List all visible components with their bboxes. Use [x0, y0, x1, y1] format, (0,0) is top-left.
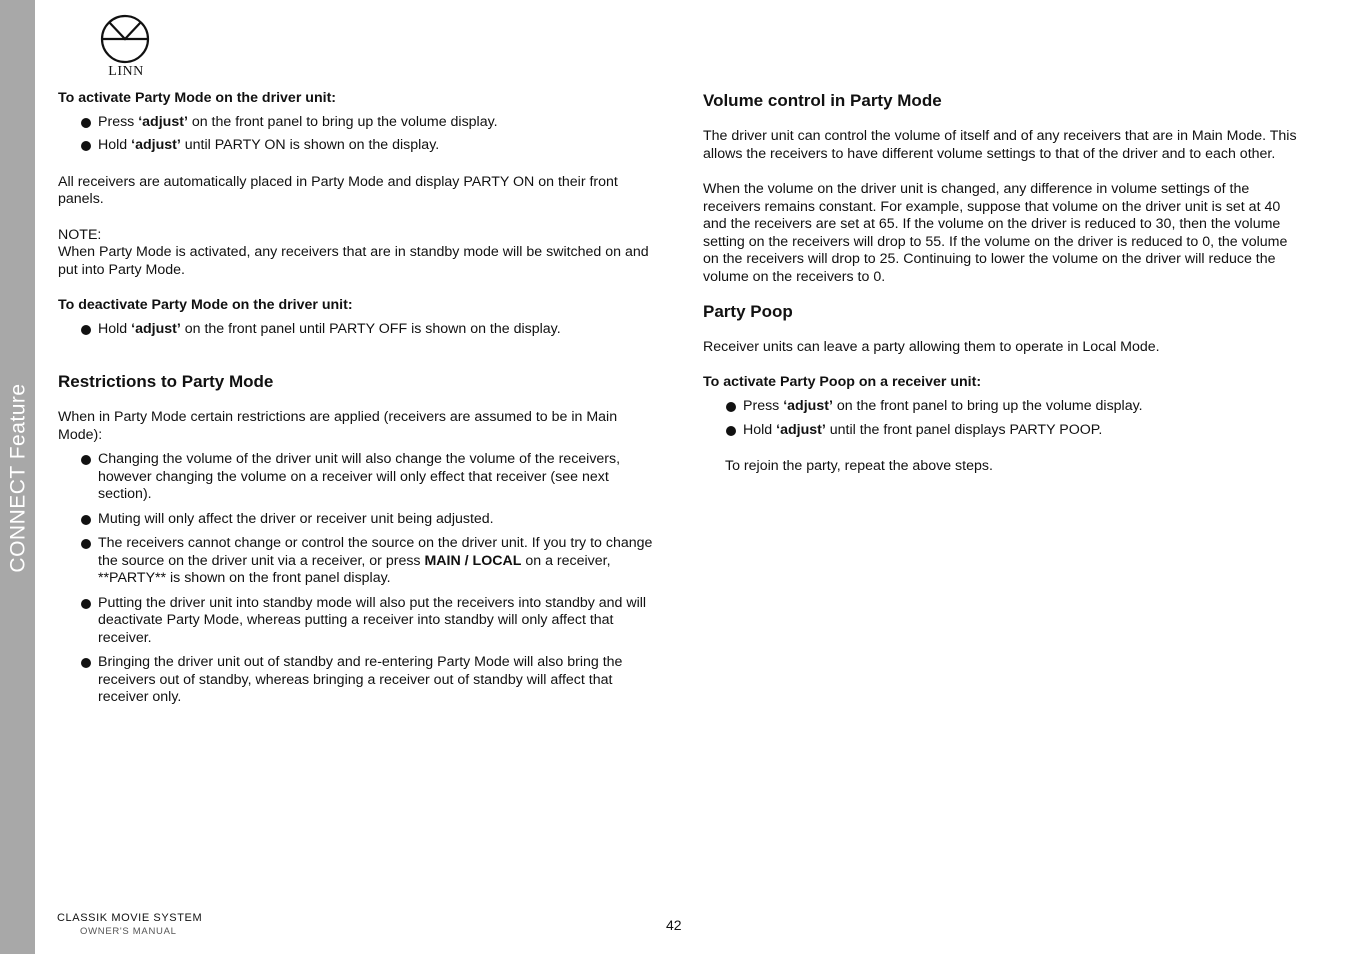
volume-paragraph-2: When the volume on the driver unit is changed, any difference in volume settings of the receivers remains constant. For example, suppose that volume on the driver unit is set at 40 and the receivers are set at 65. If the volume on the driver is reduced to 30, then the volume setting on the receivers will drop to 55. If the volume on the driver is reduced to 0, the volume on the receivers will drop to 25. Continuing to lower the volume on the driver will reduce the volume on the receivers to 0.	[703, 181, 1288, 285]
note-text: When Party Mode is activated, any receivers that are in standby mode will be switched on and put into Party Mode.	[58, 244, 649, 278]
list-item: Hold ‘adjust’ until PARTY ON is shown on the display.	[58, 137, 658, 155]
list-item: Hold ‘adjust’ on the front panel until PARTY OFF is shown on the display.	[58, 321, 658, 339]
list-item: Press ‘adjust’ on the front panel to bring up the volume display.	[58, 114, 658, 132]
side-tab	[0, 0, 35, 954]
right-column	[703, 90, 1297, 476]
list-item: The receivers cannot change or control the source on the driver unit. If you try to change the source on the driver unit via a receiver, or press MAIN / LOCAL on a receiver, **PARTY** is shown on the front panel display.	[58, 535, 658, 588]
deactivate-steps	[58, 321, 658, 339]
manual-label: OWNER'S MANUAL	[80, 926, 177, 937]
footer-brand	[57, 912, 202, 938]
volume-paragraph-1: The driver unit can control the volume of itself and of any receivers that are in Main Mode. This allows the receivers to have different volume settings to that of the driver and to each other.	[703, 128, 1297, 162]
list-item: Hold ‘adjust’ until the front panel displays PARTY POOP.	[703, 422, 1297, 440]
section-label: CONNECT Feature	[6, 383, 30, 573]
page-number: 42	[666, 917, 682, 933]
volume-control-heading: Volume control in Party Mode	[703, 91, 942, 110]
rejoin-paragraph: To rejoin the party, repeat the above steps.	[725, 458, 993, 474]
list-item: Changing the volume of the driver unit will also change the volume of the receivers, however changing the volume on a receiver will only effect that receiver (see next section).	[58, 451, 658, 504]
product-name: CLASSIK MOVIE SYSTEM	[57, 912, 203, 924]
list-item: Putting the driver unit into standby mode will also put the receivers into standby and will deactivate Party Mode, whereas putting a receiver into standby will only affect that receiver.	[58, 595, 658, 648]
activate-party-poop-title: To activate Party Poop on a receiver unit:	[703, 373, 982, 390]
party-poop-paragraph: Receiver units can leave a party allowing them to operate in Local Mode.	[703, 339, 1160, 355]
linn-logo-text: LINN	[108, 64, 144, 79]
activate-steps	[58, 114, 658, 155]
list-item: Bringing the driver unit out of standby and re-entering Party Mode will also bring the receivers out of standby, whereas bringing a receiver out of standby will affect that receiver only.	[58, 654, 658, 707]
receivers-paragraph: All receivers are automatically placed in Party Mode and display PARTY ON on their front panels.	[58, 173, 618, 207]
linn-logo-icon	[100, 14, 152, 66]
note-label: NOTE:	[58, 226, 102, 243]
linn-logo	[100, 14, 152, 82]
restrictions-list	[58, 451, 658, 707]
left-column	[58, 90, 658, 707]
restrictions-heading: Restrictions to Party Mode	[58, 372, 274, 391]
restrictions-intro: When in Party Mode certain restrictions are applied (receivers are assumed to be in Main Mode):	[58, 409, 618, 443]
list-item: Muting will only affect the driver or receiver unit being adjusted.	[58, 511, 658, 529]
activate-party-title: To activate Party Mode on the driver unit:	[58, 90, 337, 106]
deactivate-party-title: To deactivate Party Mode on the driver unit:	[58, 297, 353, 313]
party-poop-heading: Party Poop	[703, 302, 793, 321]
list-item: Press ‘adjust’ on the front panel to bring up the volume display.	[703, 398, 1297, 416]
party-poop-steps	[703, 398, 1297, 439]
